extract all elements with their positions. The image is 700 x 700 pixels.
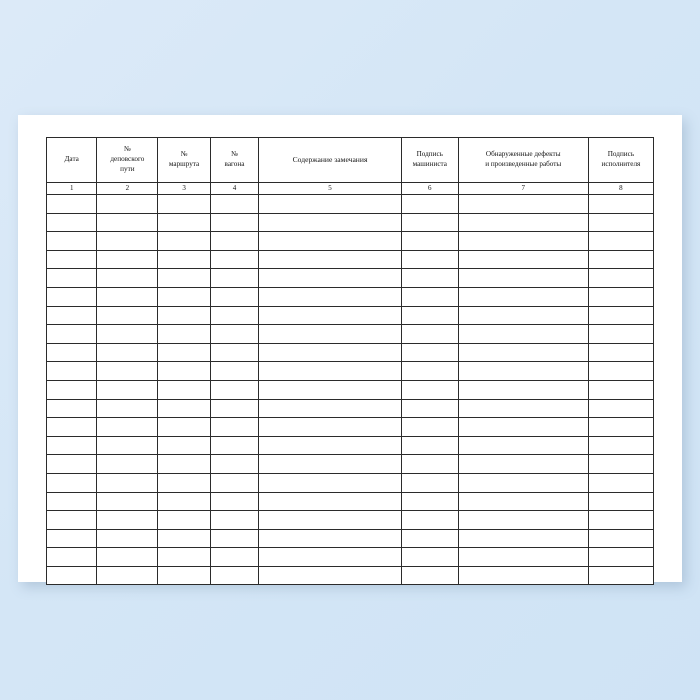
cell-driver-signature[interactable] <box>401 436 458 455</box>
cell-depot-track[interactable] <box>97 418 158 437</box>
table-row <box>47 306 654 325</box>
cell-remark-content[interactable] <box>259 343 402 362</box>
cell-driver-signature[interactable] <box>401 399 458 418</box>
cell-date[interactable] <box>47 511 97 530</box>
cell-defects-and-works[interactable] <box>458 418 588 437</box>
column-number: 2 <box>97 183 158 195</box>
cell-depot-track[interactable] <box>97 511 158 530</box>
cell-executor-signature[interactable] <box>588 269 653 288</box>
cell-date[interactable] <box>47 529 97 548</box>
cell-defects-and-works[interactable] <box>458 362 588 381</box>
cell-remark-content[interactable] <box>259 269 402 288</box>
table-row <box>47 325 654 344</box>
cell-executor-signature[interactable] <box>588 399 653 418</box>
header-line: № <box>180 150 188 159</box>
cell-depot-track[interactable] <box>97 566 158 585</box>
cell-route[interactable] <box>158 343 211 362</box>
column-number-row <box>47 183 654 195</box>
cell-driver-signature[interactable] <box>401 343 458 362</box>
cell-defects-and-works[interactable] <box>458 232 588 251</box>
header-line: вагона <box>224 160 245 168</box>
cell-remark-content[interactable] <box>259 473 402 492</box>
cell-driver-signature[interactable] <box>401 548 458 567</box>
cell-date[interactable] <box>47 195 97 214</box>
cell-driver-signature[interactable] <box>401 325 458 344</box>
cell-driver-signature[interactable] <box>401 250 458 269</box>
cell-executor-signature[interactable] <box>588 436 653 455</box>
cell-date[interactable] <box>47 325 97 344</box>
cell-car-number[interactable] <box>210 492 258 511</box>
table-row <box>47 566 654 585</box>
cell-depot-track[interactable] <box>97 325 158 344</box>
cell-remark-content[interactable] <box>259 232 402 251</box>
table-row <box>47 250 654 269</box>
cell-car-number[interactable] <box>210 455 258 474</box>
cell-executor-signature[interactable] <box>588 548 653 567</box>
table-row <box>47 473 654 492</box>
cell-executor-signature[interactable] <box>588 250 653 269</box>
cell-remark-content[interactable] <box>259 455 402 474</box>
cell-car-number[interactable] <box>210 380 258 399</box>
cell-driver-signature[interactable] <box>401 529 458 548</box>
cell-route[interactable] <box>158 473 211 492</box>
cell-executor-signature[interactable] <box>588 455 653 474</box>
cell-remark-content[interactable] <box>259 511 402 530</box>
cell-executor-signature[interactable] <box>588 566 653 585</box>
cell-executor-signature[interactable] <box>588 380 653 399</box>
cell-remark-content[interactable] <box>259 436 402 455</box>
cell-depot-track[interactable] <box>97 380 158 399</box>
cell-driver-signature[interactable] <box>401 213 458 232</box>
cell-depot-track[interactable] <box>97 473 158 492</box>
cell-car-number[interactable] <box>210 306 258 325</box>
cell-date[interactable] <box>47 436 97 455</box>
cell-route[interactable] <box>158 232 211 251</box>
cell-remark-content[interactable] <box>259 418 402 437</box>
column-header-defects-and-works <box>458 138 588 183</box>
cell-executor-signature[interactable] <box>588 418 653 437</box>
cell-route[interactable] <box>158 511 211 530</box>
cell-executor-signature[interactable] <box>588 306 653 325</box>
cell-route[interactable] <box>158 399 211 418</box>
cell-depot-track[interactable] <box>97 213 158 232</box>
cell-date[interactable] <box>47 548 97 567</box>
cell-route[interactable] <box>158 529 211 548</box>
column-number: 7 <box>458 183 588 195</box>
cell-route[interactable] <box>158 362 211 381</box>
cell-date[interactable] <box>47 566 97 585</box>
cell-depot-track[interactable] <box>97 399 158 418</box>
cell-driver-signature[interactable] <box>401 511 458 530</box>
cell-route[interactable] <box>158 195 211 214</box>
cell-depot-track[interactable] <box>97 269 158 288</box>
cell-depot-track[interactable] <box>97 362 158 381</box>
column-number: 4 <box>210 183 258 195</box>
header-line: Подпись <box>607 150 635 159</box>
cell-executor-signature[interactable] <box>588 492 653 511</box>
cell-remark-content[interactable] <box>259 566 402 585</box>
cell-driver-signature[interactable] <box>401 566 458 585</box>
cell-depot-track[interactable] <box>97 287 158 306</box>
cell-date[interactable] <box>47 306 97 325</box>
journal-table <box>46 137 654 585</box>
cell-depot-track[interactable] <box>97 195 158 214</box>
column-header-depot-track <box>97 138 158 183</box>
cell-date[interactable] <box>47 269 97 288</box>
cell-date[interactable] <box>47 455 97 474</box>
table-header <box>47 138 654 195</box>
cell-route[interactable] <box>158 269 211 288</box>
cell-executor-signature[interactable] <box>588 287 653 306</box>
table-row <box>47 436 654 455</box>
cell-defects-and-works[interactable] <box>458 455 588 474</box>
cell-remark-content[interactable] <box>259 213 402 232</box>
column-header-car-number <box>210 138 258 183</box>
cell-depot-track[interactable] <box>97 436 158 455</box>
column-header-route <box>158 138 211 183</box>
cell-executor-signature[interactable] <box>588 213 653 232</box>
column-number: 8 <box>588 183 653 195</box>
column-number: 6 <box>401 183 458 195</box>
cell-depot-track[interactable] <box>97 343 158 362</box>
header-line: и произведенные работы <box>485 160 562 168</box>
cell-date[interactable] <box>47 362 97 381</box>
cell-date[interactable] <box>47 473 97 492</box>
cell-driver-signature[interactable] <box>401 362 458 381</box>
cell-remark-content[interactable] <box>259 306 402 325</box>
cell-date[interactable] <box>47 287 97 306</box>
header-line: Подпись <box>416 150 443 159</box>
table-row <box>47 492 654 511</box>
cell-car-number[interactable] <box>210 250 258 269</box>
cell-executor-signature[interactable] <box>588 343 653 362</box>
cell-route[interactable] <box>158 380 211 399</box>
cell-depot-track[interactable] <box>97 548 158 567</box>
cell-route[interactable] <box>158 325 211 344</box>
table-row <box>47 195 654 214</box>
cell-car-number[interactable] <box>210 362 258 381</box>
cell-executor-signature[interactable] <box>588 362 653 381</box>
header-line: Содержание замечания <box>292 154 368 164</box>
cell-route[interactable] <box>158 213 211 232</box>
cell-car-number[interactable] <box>210 399 258 418</box>
cell-executor-signature[interactable] <box>588 511 653 530</box>
cell-defects-and-works[interactable] <box>458 566 588 585</box>
column-header-remark-content <box>259 138 402 183</box>
column-header-executor-signature <box>588 138 653 183</box>
table-row <box>47 380 654 399</box>
cell-driver-signature[interactable] <box>401 269 458 288</box>
cell-defects-and-works[interactable] <box>458 436 588 455</box>
cell-date[interactable] <box>47 418 97 437</box>
cell-car-number[interactable] <box>210 287 258 306</box>
cell-driver-signature[interactable] <box>401 418 458 437</box>
table-row <box>47 269 654 288</box>
cell-depot-track[interactable] <box>97 455 158 474</box>
cell-defects-and-works[interactable] <box>458 250 588 269</box>
cell-date[interactable] <box>47 250 97 269</box>
column-number: 5 <box>259 183 402 195</box>
cell-depot-track[interactable] <box>97 529 158 548</box>
cell-defects-and-works[interactable] <box>458 473 588 492</box>
header-row <box>47 138 654 183</box>
cell-defects-and-works[interactable] <box>458 529 588 548</box>
cell-remark-content[interactable] <box>259 529 402 548</box>
cell-car-number[interactable] <box>210 418 258 437</box>
cell-route[interactable] <box>158 287 211 306</box>
header-line: Обнаруженные дефекты <box>485 150 561 159</box>
cell-driver-signature[interactable] <box>401 380 458 399</box>
header-line: № <box>231 150 238 159</box>
cell-executor-signature[interactable] <box>588 473 653 492</box>
cell-depot-track[interactable] <box>97 232 158 251</box>
cell-remark-content[interactable] <box>259 325 402 344</box>
cell-executor-signature[interactable] <box>588 529 653 548</box>
column-number: 1 <box>47 183 97 195</box>
cell-depot-track[interactable] <box>97 250 158 269</box>
column-header-driver-signature <box>401 138 458 183</box>
cell-defects-and-works[interactable] <box>458 380 588 399</box>
cell-defects-and-works[interactable] <box>458 287 588 306</box>
cell-remark-content[interactable] <box>259 362 402 381</box>
cell-defects-and-works[interactable] <box>458 306 588 325</box>
cell-car-number[interactable] <box>210 436 258 455</box>
cell-defects-and-works[interactable] <box>458 548 588 567</box>
cell-defects-and-works[interactable] <box>458 511 588 530</box>
cell-defects-and-works[interactable] <box>458 492 588 511</box>
cell-route[interactable] <box>158 418 211 437</box>
cell-date[interactable] <box>47 399 97 418</box>
cell-defects-and-works[interactable] <box>458 213 588 232</box>
cell-remark-content[interactable] <box>259 195 402 214</box>
table-row <box>47 287 654 306</box>
cell-route[interactable] <box>158 455 211 474</box>
cell-car-number[interactable] <box>210 325 258 344</box>
cell-driver-signature[interactable] <box>401 306 458 325</box>
header-line: Дата <box>64 155 79 164</box>
cell-car-number[interactable] <box>210 213 258 232</box>
header-line: пути <box>120 164 135 173</box>
header-line: машиниста <box>412 160 447 168</box>
table-row <box>47 418 654 437</box>
table-row <box>47 232 654 251</box>
cell-car-number[interactable] <box>210 473 258 492</box>
table-row <box>47 511 654 530</box>
cell-route[interactable] <box>158 436 211 455</box>
cell-route[interactable] <box>158 250 211 269</box>
header-line: исполнителя <box>601 160 641 168</box>
cell-route[interactable] <box>158 306 211 325</box>
cell-car-number[interactable] <box>210 343 258 362</box>
cell-car-number[interactable] <box>210 566 258 585</box>
column-header-date <box>47 138 97 183</box>
table-row <box>47 548 654 567</box>
table-row <box>47 213 654 232</box>
cell-defects-and-works[interactable] <box>458 399 588 418</box>
cell-defects-and-works[interactable] <box>458 269 588 288</box>
table-row <box>47 343 654 362</box>
column-number: 3 <box>158 183 211 195</box>
cell-executor-signature[interactable] <box>588 195 653 214</box>
cell-date[interactable] <box>47 492 97 511</box>
cell-remark-content[interactable] <box>259 287 402 306</box>
cell-executor-signature[interactable] <box>588 325 653 344</box>
cell-remark-content[interactable] <box>259 380 402 399</box>
cell-car-number[interactable] <box>210 511 258 530</box>
cell-remark-content[interactable] <box>259 492 402 511</box>
cell-route[interactable] <box>158 492 211 511</box>
table-row <box>47 455 654 474</box>
cell-depot-track[interactable] <box>97 492 158 511</box>
cell-remark-content[interactable] <box>259 250 402 269</box>
header-line: маршрута <box>168 160 200 168</box>
cell-date[interactable] <box>47 213 97 232</box>
table-row <box>47 529 654 548</box>
cell-driver-signature[interactable] <box>401 455 458 474</box>
cell-driver-signature[interactable] <box>401 195 458 214</box>
cell-car-number[interactable] <box>210 548 258 567</box>
cell-driver-signature[interactable] <box>401 232 458 251</box>
cell-car-number[interactable] <box>210 232 258 251</box>
cell-defects-and-works[interactable] <box>458 195 588 214</box>
cell-date[interactable] <box>47 232 97 251</box>
cell-depot-track[interactable] <box>97 306 158 325</box>
cell-remark-content[interactable] <box>259 399 402 418</box>
cell-driver-signature[interactable] <box>401 492 458 511</box>
cell-car-number[interactable] <box>210 269 258 288</box>
cell-defects-and-works[interactable] <box>458 343 588 362</box>
table-row <box>47 399 654 418</box>
cell-date[interactable] <box>47 380 97 399</box>
cell-route[interactable] <box>158 548 211 567</box>
journal-table-container <box>46 137 654 585</box>
cell-executor-signature[interactable] <box>588 232 653 251</box>
header-line: деповского <box>110 155 145 164</box>
table-row <box>47 362 654 381</box>
cell-car-number[interactable] <box>210 195 258 214</box>
cell-defects-and-works[interactable] <box>458 325 588 344</box>
cell-date[interactable] <box>47 343 97 362</box>
table-body <box>47 195 654 585</box>
cell-driver-signature[interactable] <box>401 287 458 306</box>
header-line: № <box>123 145 131 154</box>
cell-route[interactable] <box>158 566 211 585</box>
document-page <box>18 115 682 582</box>
cell-car-number[interactable] <box>210 529 258 548</box>
cell-remark-content[interactable] <box>259 548 402 567</box>
cell-driver-signature[interactable] <box>401 473 458 492</box>
